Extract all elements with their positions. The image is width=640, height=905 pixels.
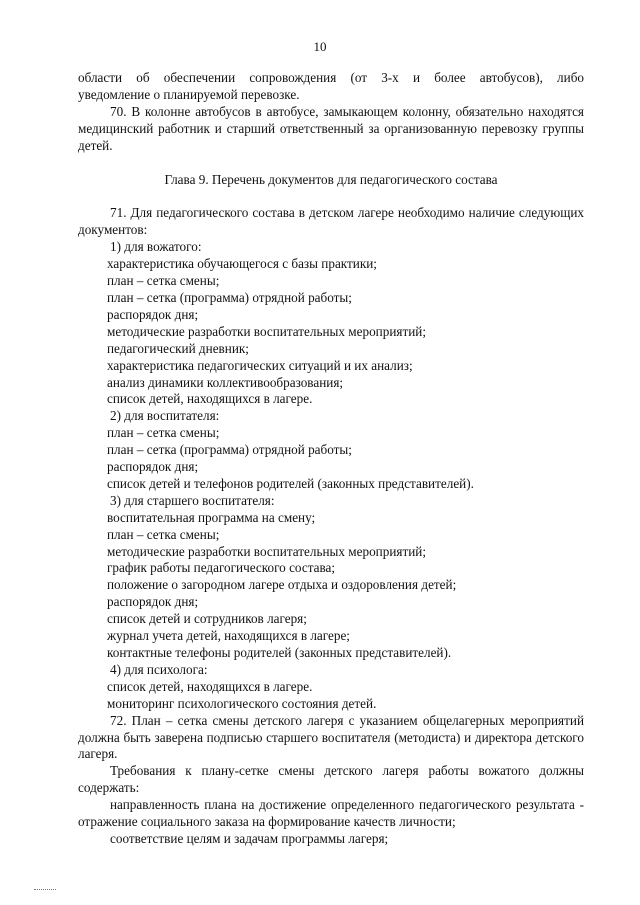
- list-item: положение о загородном лагере отдыха и оздоровления детей;: [107, 577, 457, 593]
- section-label-senior-educator: 3) для старшего воспитателя:: [110, 492, 275, 508]
- list-item: план – сетка (программа) отрядной работы;: [107, 289, 352, 305]
- list-item: план – сетка смены;: [107, 273, 220, 289]
- section-label-counselor: 1) для вожатого:: [110, 239, 202, 255]
- list-item: контактные телефоны родителей (законных представителей).: [107, 645, 452, 660]
- list-item: характеристика педагогических ситуаций и их анализ;: [107, 357, 413, 373]
- list-item: мониторинг психологического состояния детей.: [107, 695, 377, 711]
- list-item: анализ динамики коллективообразования;: [107, 374, 344, 390]
- list-item: распорядок дня;: [107, 306, 199, 322]
- requirement-item: соответствие целям и задачам программы лагеря;: [110, 830, 389, 846]
- list-item: воспитательная программа на смену;: [107, 509, 316, 525]
- list-item: список детей, находящихся в лагере.: [107, 391, 313, 407]
- list-item: методические разработки воспитательных мероприятий;: [107, 323, 426, 339]
- paragraph-71-intro: 71. Для педагогического состава в детском лагере необходимо наличие следующих документов:: [78, 205, 584, 238]
- section-label-educator: 2) для воспитателя:: [110, 408, 220, 424]
- list-item: список детей, находящихся в лагере.: [107, 678, 313, 694]
- list-item: педагогический дневник;: [107, 340, 249, 356]
- paragraph-72: 72. План – сетка смены детского лагеря с указанием общелагерных мероприятий должна быть заверена подписью старшего воспитателя (методиста) и директора детского лагеря.: [78, 712, 584, 762]
- section-label-psychologist: 4) для психолога:: [110, 661, 208, 677]
- list-item: график работы педагогического состава;: [107, 560, 336, 576]
- document-body: [78, 70, 584, 848]
- list-item: методические разработки воспитательных мероприятий;: [107, 543, 426, 559]
- list-item: распорядок дня;: [107, 459, 199, 475]
- list-item: список детей и сотрудников лагеря;: [107, 611, 307, 627]
- continuation-line-1: области об обеспечении сопровождения (от 3-х и более автобусов), либо: [78, 70, 584, 85]
- page-number: 10: [313, 39, 327, 54]
- list-item: распорядок дня;: [107, 594, 199, 610]
- chapter-heading: Глава 9. Перечень документов для педагогического состава: [164, 171, 498, 187]
- list-item: характеристика обучающегося с базы практики;: [107, 256, 377, 272]
- list-item: список детей и телефонов родителей (законных представителей).: [107, 475, 474, 491]
- paragraph-70: 70. В колонне автобусов в автобусе, замыкающем колонну, обязательно находятся медицинский работник и старший ответственный за организованную перевозку группы детей.: [78, 103, 584, 153]
- list-item: план – сетка смены;: [107, 425, 220, 441]
- requirements-intro: Требования к плану-сетке смены детского лагеря работы вожатого должны содержать:: [78, 763, 584, 796]
- list-item: план – сетка смены;: [107, 526, 220, 542]
- scan-mark: [34, 889, 56, 890]
- list-item: план – сетка (программа) отрядной работы;: [107, 442, 352, 458]
- continuation-line-2: уведомление о планируемой перевозке.: [78, 86, 300, 102]
- requirement-item: направленность плана на достижение определенного педагогического результата - отражение социального заказа на формирование качеств личности;: [78, 797, 584, 830]
- list-item: журнал учета детей, находящихся в лагере;: [107, 628, 350, 644]
